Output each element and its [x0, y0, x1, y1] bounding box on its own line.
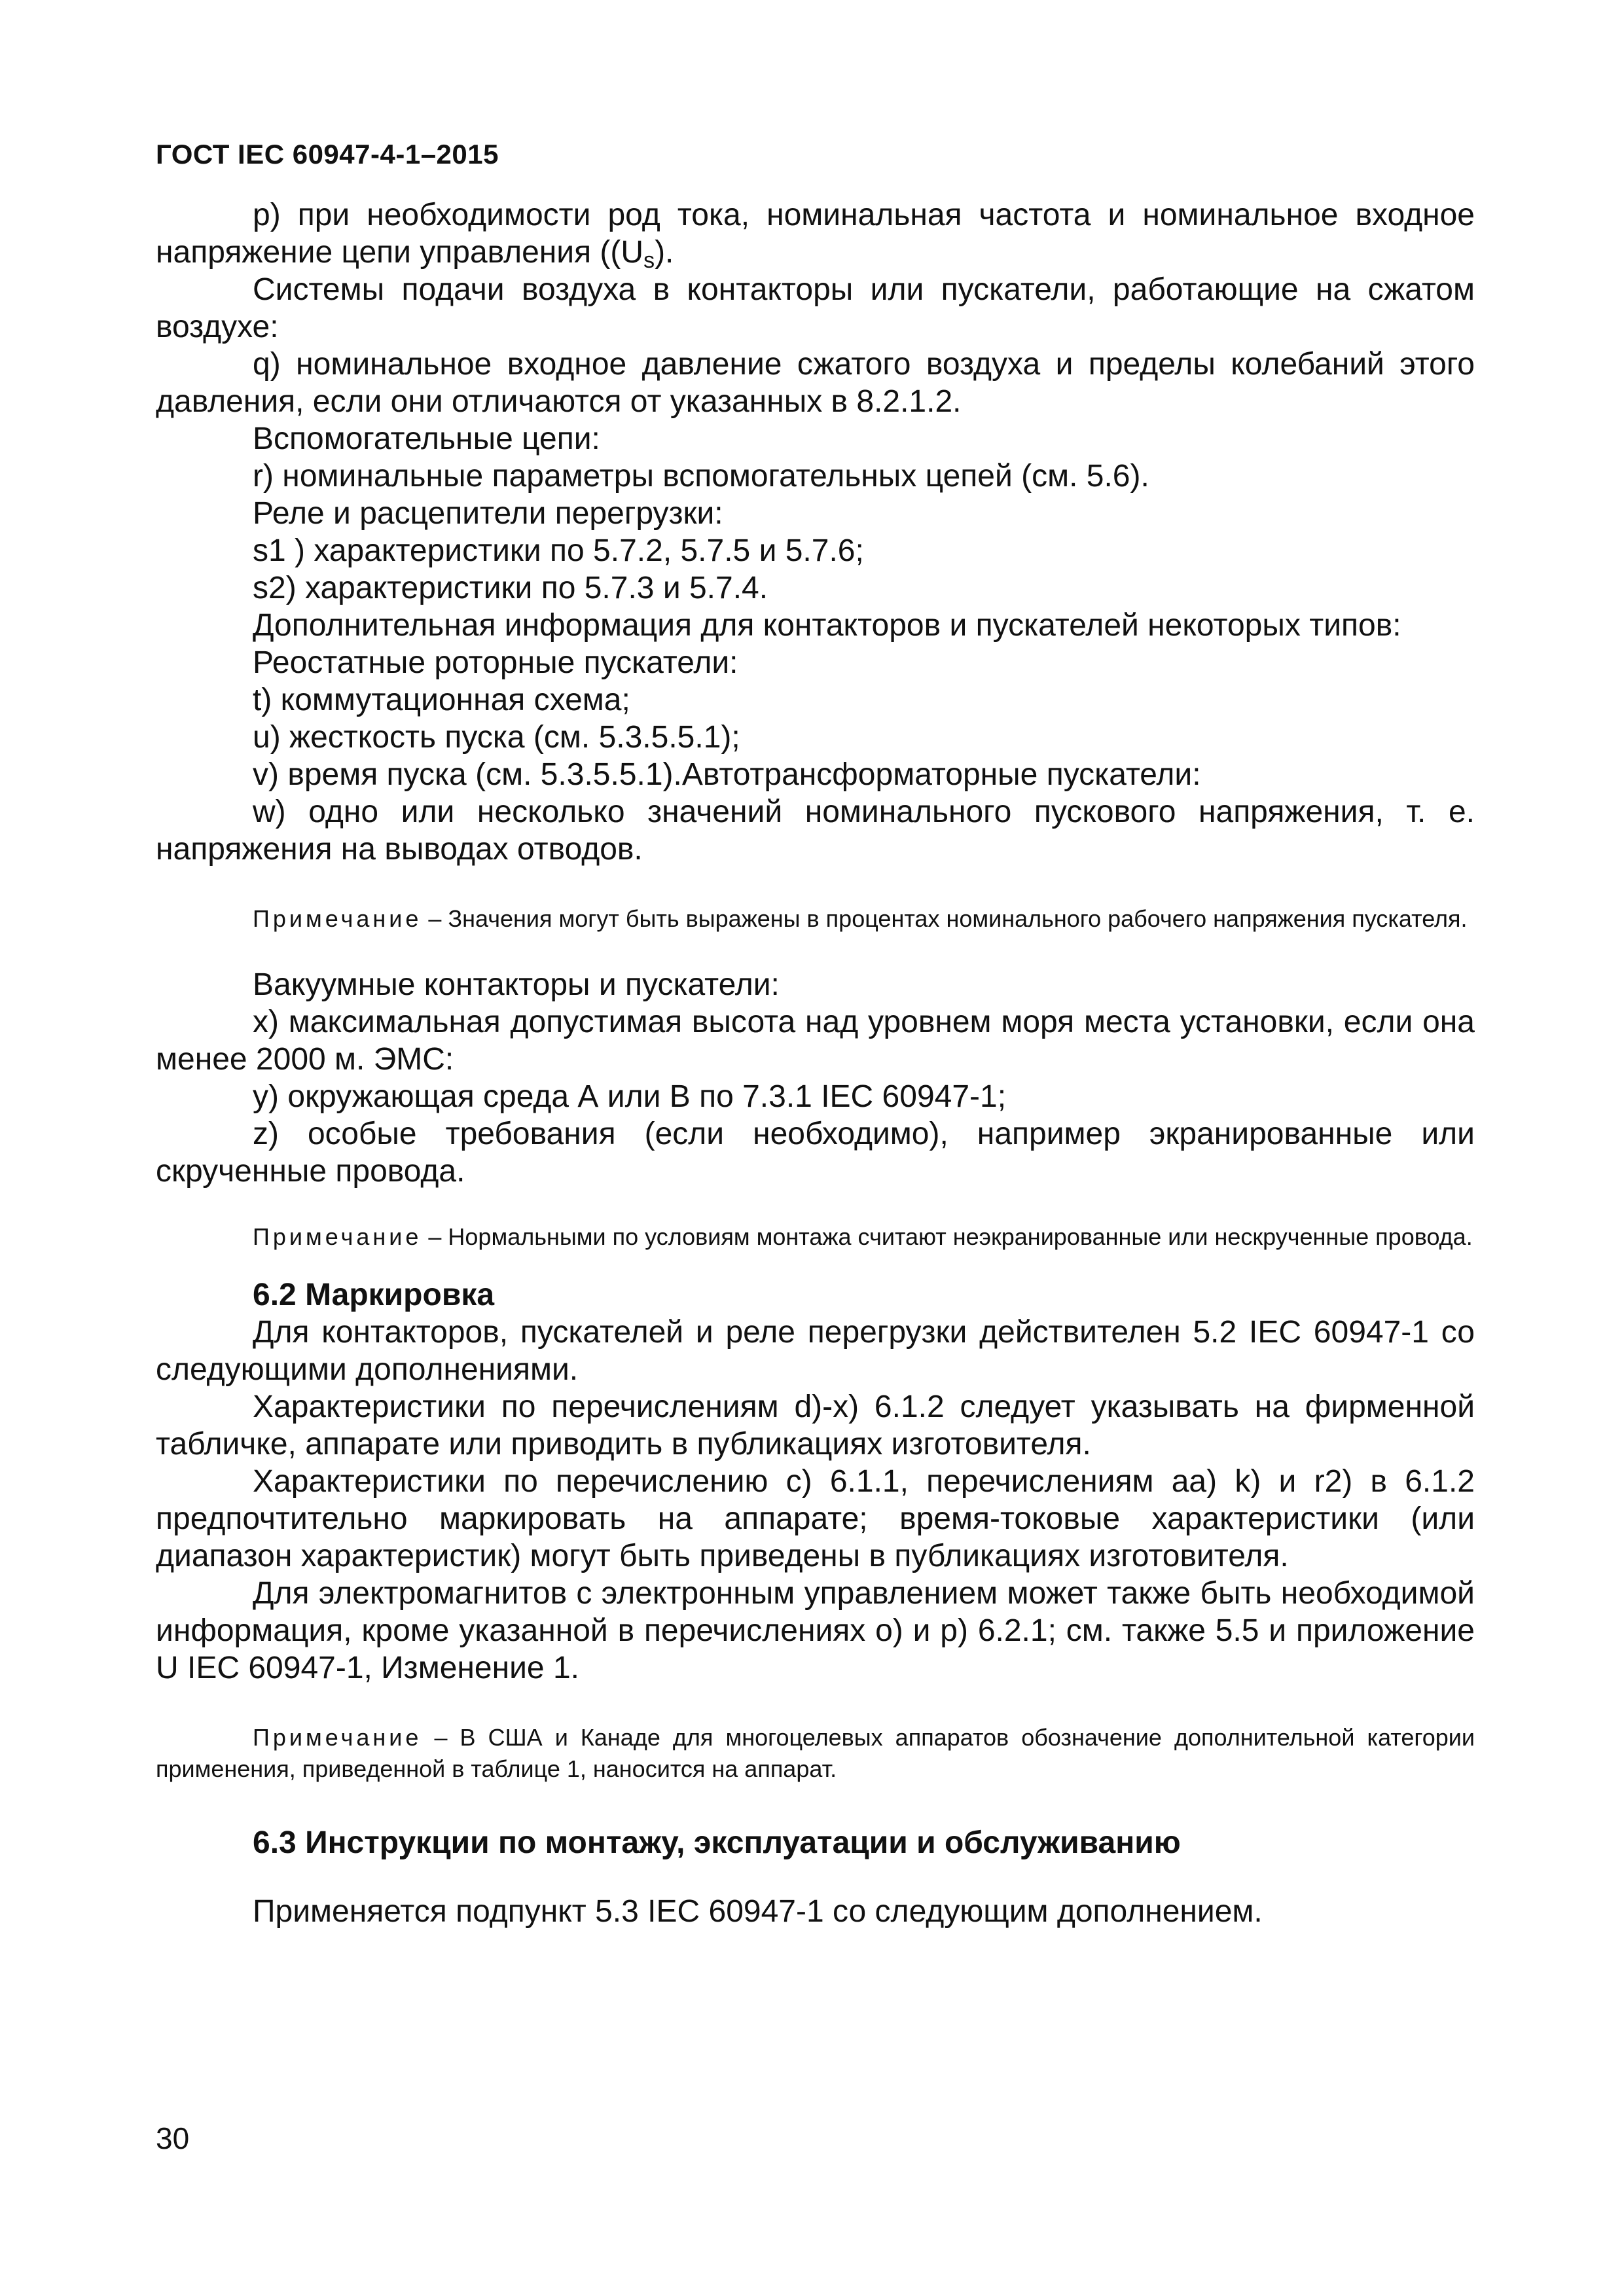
marking-paragraph-3: Характеристики по перечислению с) 6.1.1, перечислениям аа) k) и r2) в 6.1.2 предпочтительно маркировать на аппарате; время-токовые характеристики (или диапазон характеристик) могут быть приведены в публикациях изготовителя.: [156, 1464, 1475, 1573]
item-s1: s1 ) характеристики по 5.7.2, 5.7.5 и 5.7.6;: [253, 533, 864, 568]
item-p-text: р) при необходимости род тока, номинальная частота и номинальное входное напряжение цепи управления ((U: [156, 198, 1475, 270]
note-1: [156, 903, 1475, 935]
relays-title: Реле и расцепители перегрузки:: [253, 496, 723, 531]
item-p-text-end: ).: [655, 235, 674, 270]
additional-info-title: Дополнительная информация для контакторов и пускателей некоторых типов:: [253, 608, 1401, 643]
marking-paragraph-4: Для электромагнитов с электронным управлением может также быть необходимой информация, кроме указанной в перечислениях о) и р) 6.2.1; см. также 5.5 и приложение U IEC 60947-1, Изменение 1.: [156, 1576, 1475, 1685]
item-x: x) максимальная допустимая высота над уровнем моря места установки, если она менее 2000 м. ЭМС:: [156, 1005, 1475, 1077]
rheostatic-title: Реостатные роторные пускатели:: [253, 645, 738, 680]
note-label: Примечание: [253, 905, 422, 932]
item-r: r) номинальные параметры вспомогательных цепей (см. 5.6).: [253, 459, 1149, 493]
aux-circuits-title: Вспомогательные цепи:: [253, 422, 600, 456]
item-p: [156, 196, 1475, 271]
note-2-text: – Нормальными по условиям монтажа считают неэкранированные или нескрученные провода.: [422, 1223, 1473, 1250]
section-heading-marking: 6.2 Маркировка: [253, 1278, 495, 1312]
item-w: w) одно или несколько значений номинального пускового напряжения, т. е. напряжения на выводах отводов.: [156, 795, 1475, 867]
note-label: Примечание: [253, 1223, 422, 1250]
note-label: Примечание: [253, 1724, 422, 1751]
note-3: [156, 1722, 1475, 1785]
document-header: ГОСТ IEC 60947-4-1–2015: [156, 139, 499, 170]
item-u: u) жесткость пуска (см. 5.3.5.5.1);: [253, 720, 740, 755]
item-t: t) коммутационная схема;: [253, 683, 630, 717]
marking-paragraph-1: Для контакторов, пускателей и реле перегрузки действителен 5.2 IEC 60947-1 со следующими дополнениями.: [156, 1315, 1475, 1387]
instructions-paragraph: Применяется подпункт 5.3 IEC 60947-1 со следующим дополнением.: [253, 1894, 1263, 1929]
marking-paragraph-2: Характеристики по перечислениям d)-x) 6.1.2 следует указывать на фирменной табличке, аппарате или приводить в публикациях изготовителя.: [156, 1390, 1475, 1462]
vacuum-title: Вакуумные контакторы и пускатели:: [253, 967, 780, 1002]
page-number: 30: [156, 2121, 190, 2155]
section-heading-instructions: 6.3 Инструкции по монтажу, эксплуатации и обслуживанию: [253, 1825, 1181, 1860]
page-content: [156, 196, 1475, 1930]
item-v: v) время пуска (см. 5.3.5.5.1).Автотрансформаторные пускатели:: [253, 757, 1201, 792]
note-1-text: – Значения могут быть выражены в процентах номинального рабочего напряжения пускателя.: [422, 905, 1468, 932]
item-q: q) номинальное входное давление сжатого воздуха и пределы колебаний этого давления, если они отличаются от указанных в 8.2.1.2.: [156, 347, 1475, 419]
item-s2: s2) характеристики по 5.7.3 и 5.7.4.: [253, 571, 768, 605]
item-z: z) особые требования (если необходимо), например экранированные или скрученные провода.: [156, 1117, 1475, 1189]
item-p-subscript: s: [643, 248, 655, 273]
note-3-text: – В США и Канаде для многоцелевых аппаратов обозначение дополнительной категории применения, приведенной в таблице 1, наносится на аппарат.: [156, 1724, 1475, 1782]
air-systems-title: Системы подачи воздуха в контакторы или пускатели, работающие на сжатом воздухе:: [156, 272, 1475, 344]
note-2: [156, 1221, 1475, 1253]
item-y: у) окружающая среда А или В по 7.3.1 IEC 60947-1;: [253, 1079, 1007, 1114]
